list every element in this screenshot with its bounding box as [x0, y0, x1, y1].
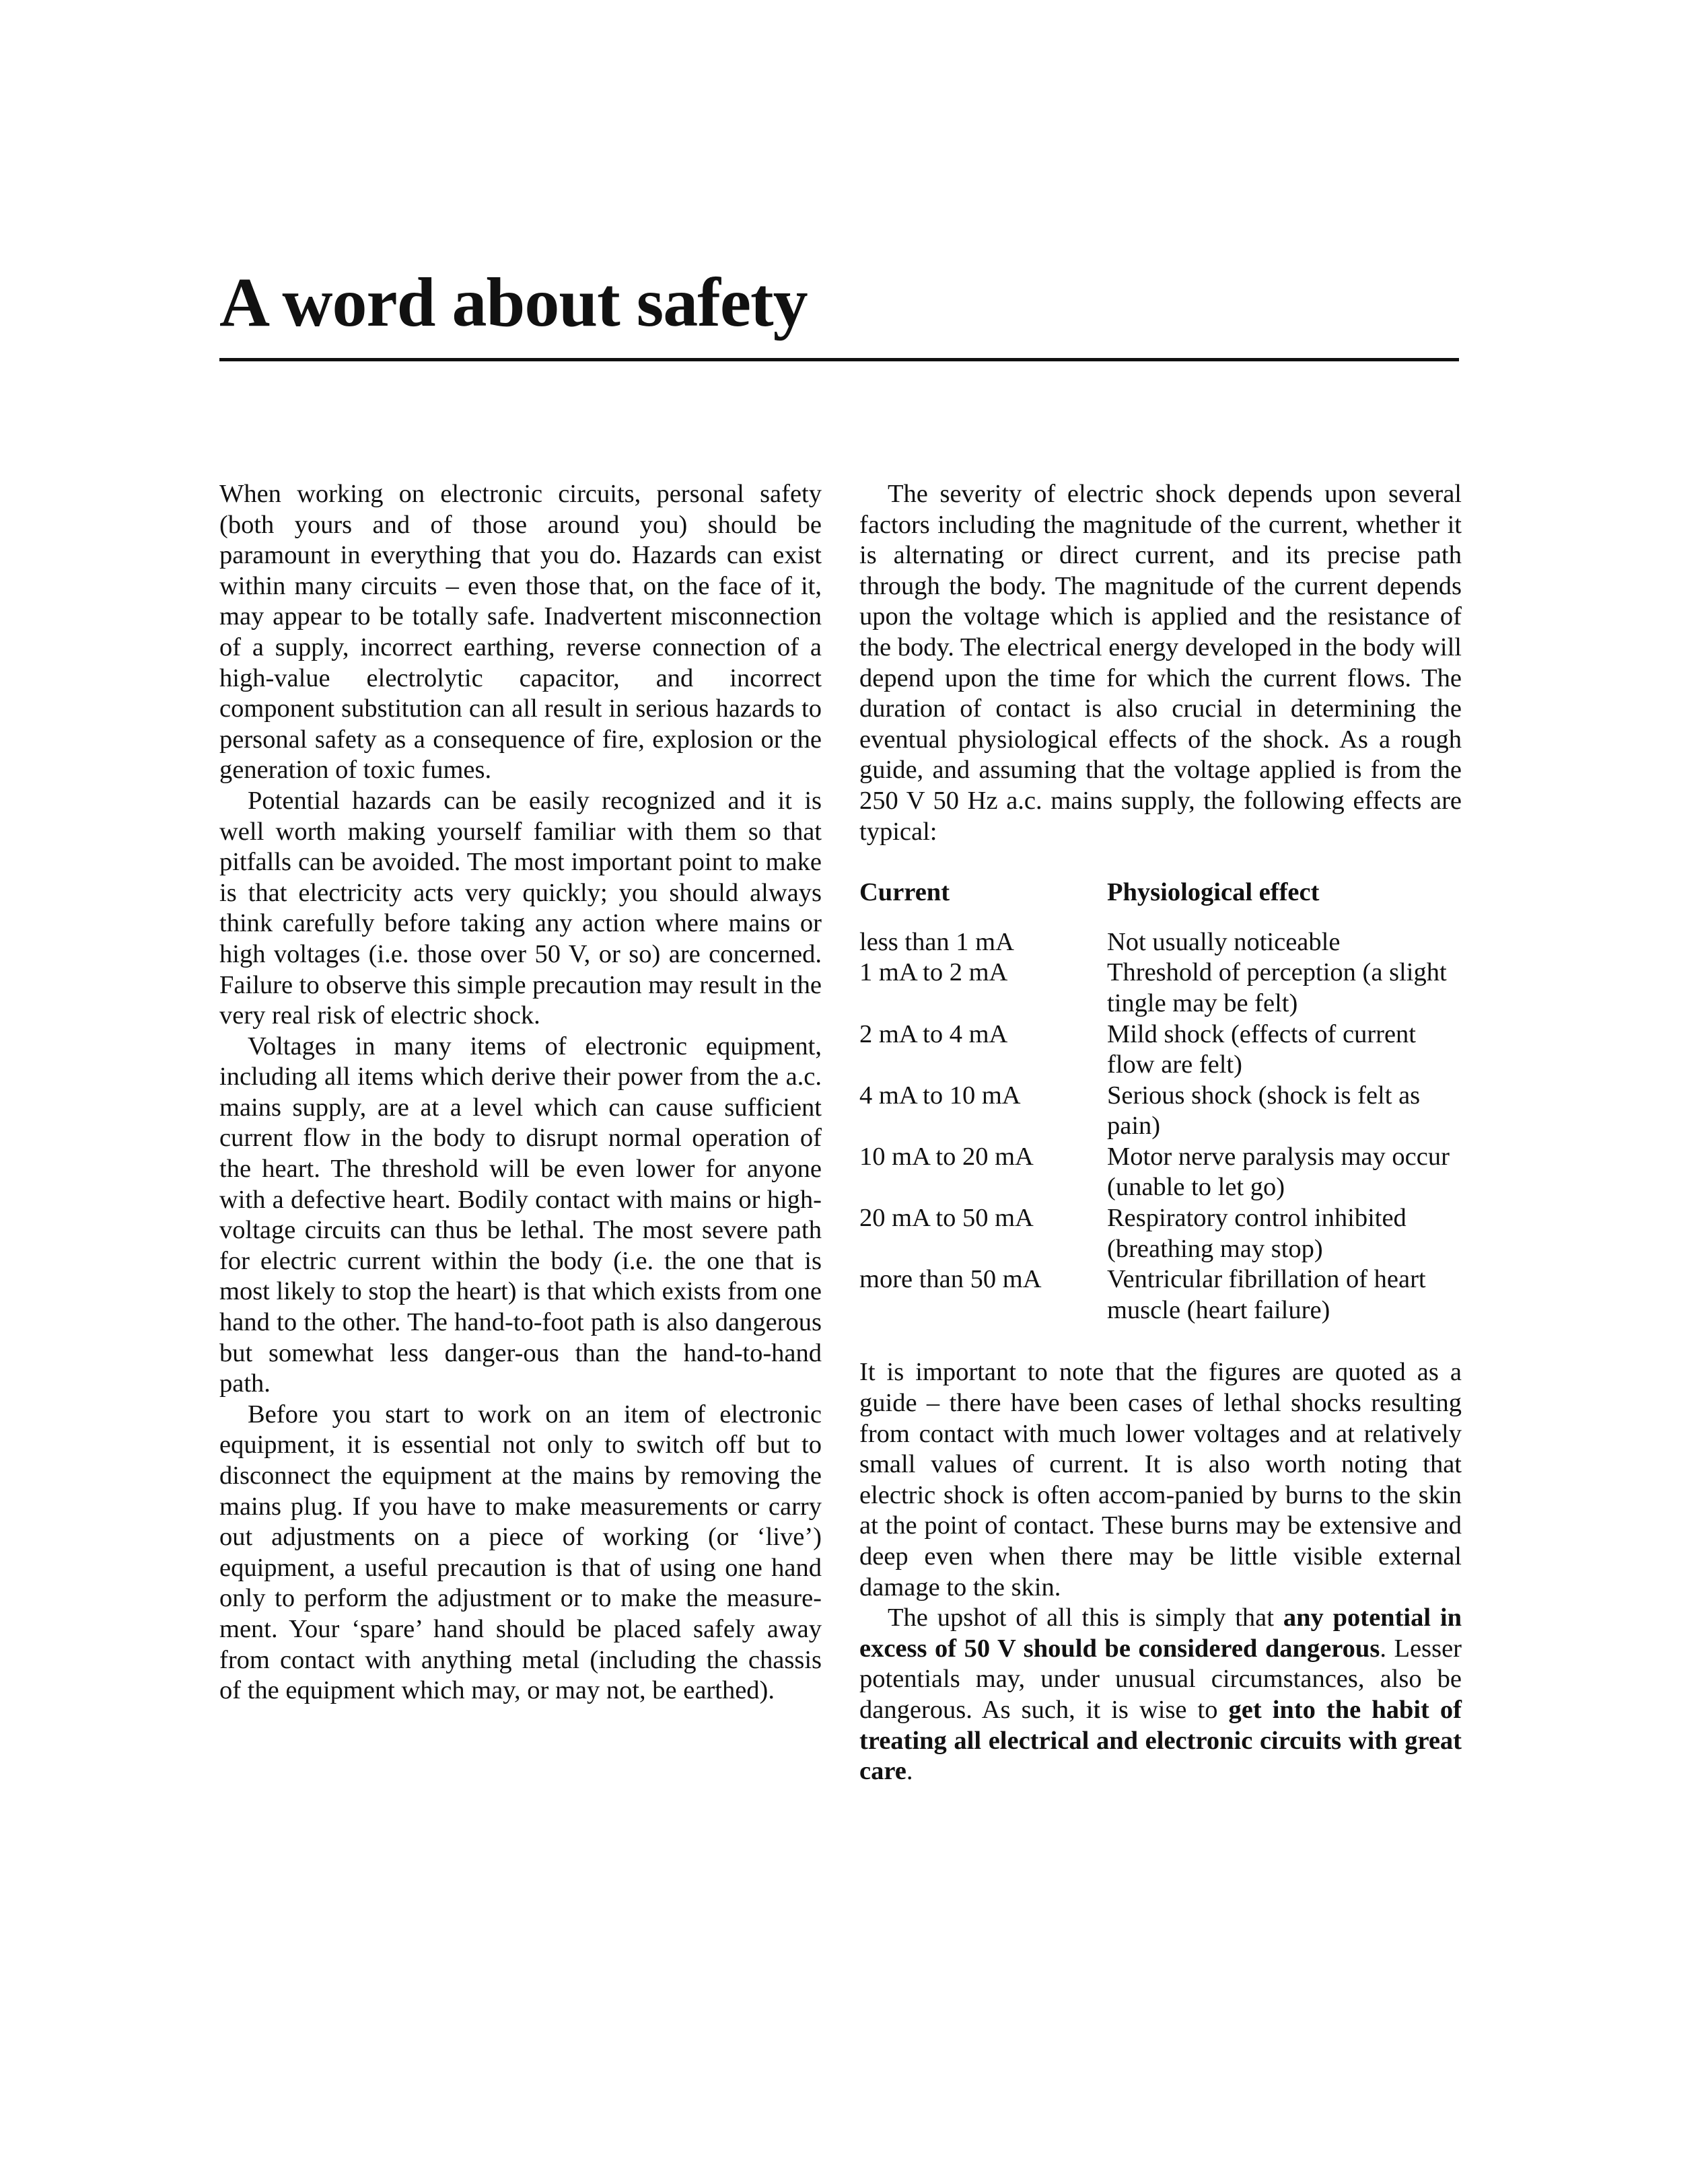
table-row	[859, 1081, 1462, 1142]
current-cell: 2 mA to 4 mA	[859, 1019, 1008, 1048]
paragraph: It is important to note that the figures are quoted as a guide – there have been cases of lethal shocks resulting from contact with much lower voltages and at relatively small values of current. It is also worth noting that electric shock is often accom-panied by burns to the skin at the point of contact. These burns may be extensive and deep even when there may be little visible external damage to the skin.	[859, 1358, 1462, 1601]
paragraph: When working on electronic circuits, personal safety (both yours and of those around you) should be paramount in everything that you do. Hazards can exist within many circuits – even those that, on the face of it, may appear to be totally safe. Inadvertent misconnection of a supply, incorrect earthing, reverse connection of a high-value electrolytic capacitor, and incorrect component substitution can all result in serious hazards to personal safety as a consequence of fire, explosion or the generation of toxic fumes.	[219, 480, 822, 785]
effect-cell: Not usually noticeable	[1107, 927, 1341, 956]
current-cell: 1 mA to 2 mA	[859, 958, 1008, 987]
current-cell: 10 mA to 20 mA	[859, 1142, 1034, 1171]
current-cell: less than 1 mA	[859, 927, 1014, 956]
table-row	[859, 1019, 1462, 1081]
effect-cell: Serious shock (shock is felt as pain)	[1107, 1081, 1421, 1141]
conclusion-text: . Lesser potentials may, under unusual circumstances, also be dangerous. As such, it is wise to	[859, 1634, 1462, 1724]
table-row	[859, 1264, 1462, 1326]
shock-effects-table	[859, 877, 1462, 1326]
effect-cell: Ventricular fibrillation of heart muscle (heart failure)	[1107, 1265, 1426, 1324]
paragraph: The severity of electric shock depends upon several factors including the magnitude of the current, whether it is alternating or direct current, and its precise path through the body. The magnitude of the current depends upon the voltage which is applied and the resistance of the body. The electrical energy developed in the body will depend upon the time for which the current flows. The duration of contact is also crucial in determining the eventual physiological effects of the shock. As a rough guide, and assuming that the voltage applied is from the 250 V 50 Hz a.c. mains supply, the following effects are typical:	[859, 480, 1462, 846]
right-column	[859, 479, 1462, 1787]
effect-cell: Mild shock (effects of current flow are felt)	[1107, 1019, 1416, 1079]
conclusion-emphasis: get into the habit of treating all electrical and electronic circuits with great care	[859, 1695, 1462, 1786]
current-cell: more than 50 mA	[859, 1265, 1042, 1294]
paragraph: Before you start to work on an item of electronic equipment, it is essential not only to switch off but to disconnect the equipment at the mains by removing the mains plug. If you have to make measurements or carry out adjustments on a piece of working (or ‘live’) equipment, a useful precaution is that of using one hand only to perform the adjustment or to make the measure-ment. Your ‘spare’ hand should be placed safely away from contact with anything metal (including the chassis of the equipment which may, or may not, be earthed).	[219, 1400, 822, 1705]
table-row	[859, 958, 1462, 1019]
table-row	[859, 1203, 1462, 1264]
conclusion-text: .	[906, 1757, 913, 1786]
table-row	[859, 927, 1462, 958]
table-row	[859, 1142, 1462, 1203]
page-title: A word about safety	[219, 264, 808, 341]
effect-cell: Respiratory control inhibited (breathing may stop)	[1107, 1204, 1407, 1263]
title-rule	[219, 358, 1459, 361]
conclusion-text: The upshot of all this is simply that	[888, 1604, 1283, 1632]
paragraph: Potential hazards can be easily recognized and it is well worth making yourself familiar with them so that pitfalls can be avoided. The most important point to make is that electricity acts very quickly; you should always think carefully before taking any action where mains or high voltages (i.e. those over 50 V, or so) are concerned. Failure to observe this simple precaution may result in the very real risk of electric shock.	[219, 786, 822, 1030]
paragraph: Voltages in many items of electronic equipment, including all items which derive their power from the a.c. mains supply, are at a level which can cause sufficient current flow in the body to disrupt normal operation of the heart. The threshold will be even lower for anyone with a defective heart. Bodily contact with mains or high-voltage circuits can thus be lethal. The most severe path for electric current within the body (i.e. the one that is most likely to stop the heart) is that which exists from one hand to the other. The hand-to-foot path is also dangerous but somewhat less danger-ous than the hand-to-hand path.	[219, 1032, 822, 1398]
effect-cell: Motor nerve paralysis may occur (unable to let go)	[1107, 1142, 1450, 1202]
conclusion-paragraph	[859, 1603, 1462, 1787]
effect-cell: Threshold of perception (a slight tingle may be felt)	[1107, 958, 1447, 1017]
current-cell: 4 mA to 10 mA	[859, 1081, 1021, 1110]
current-cell: 20 mA to 50 mA	[859, 1204, 1034, 1233]
conclusion-emphasis: any potential in excess of 50 V should be considered dangerous	[859, 1604, 1462, 1663]
left-column	[219, 479, 822, 1706]
column-header-effect: Physiological effect	[1107, 878, 1320, 907]
table-header	[859, 877, 1462, 908]
column-header-current: Current	[859, 878, 950, 907]
